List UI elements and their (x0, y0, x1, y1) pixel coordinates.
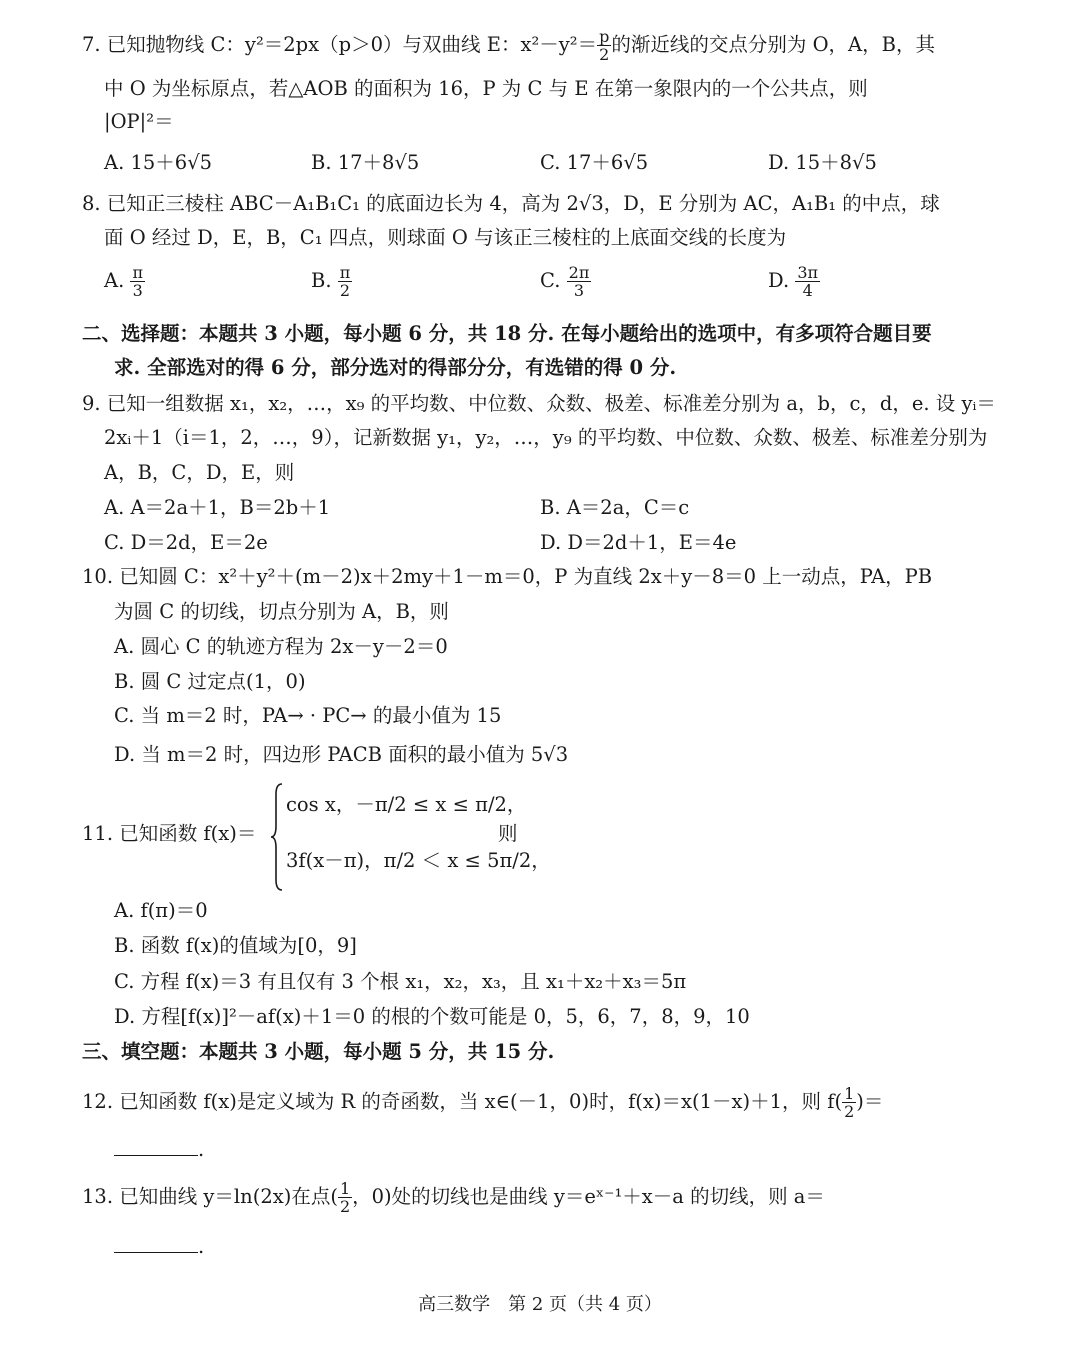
q9-option-c: C. D＝2d，E＝2e (104, 531, 268, 554)
page-footer: 高三数学 第 2 页（共 4 页） (418, 1294, 662, 1315)
q11-option-d: D. 方程[f(x)]²－af(x)＋1＝0 的根的个数可能是 0，5，6，7，8，9，10 (114, 1005, 750, 1028)
q9-line3: A，B，C，D，E，则 (104, 461, 295, 484)
q10-line2: 为圆 C 的切线，切点分别为 A，B，则 (114, 600, 449, 623)
q8-line2: 面 O 经过 D，E，B，C₁ 四点，则球面 O 与该正三棱柱的上底面交线的长度为 (104, 226, 787, 249)
q11-case2: 3f(x－π)，π/2 ＜ x ≤ 5π/2， (286, 849, 551, 872)
q9-line2: 2xᵢ＋1（i＝1，2，…，9），记新数据 y₁，y₂，…，y₉ 的平均数、中位数、众数、极差、标准差分别为 (104, 426, 988, 449)
q12-fraction: $\frac{1}{2}$ (844, 1084, 855, 1121)
q8-line1: 8. 已知正三棱柱 ABC－A₁B₁C₁ 的底面边长为 4，高为 2√3，D，E 分别为 AC，A₁B₁ 的中点，球 (82, 192, 940, 215)
q12-line1: 12. 已知函数 f(x)是定义域为 R 的奇函数，当 x∈(－1，0)时，f(x)＝x(1－x)＋1，则 f( $\frac{1}{2}$ )＝ (82, 1084, 884, 1121)
q8-option-b: B. $\frac{\pi}{2}$ (311, 263, 351, 300)
q7-fraction: $\frac{p}{2}$ (599, 27, 610, 64)
section3-heading: 三、填空题：本题共 3 小题，每小题 5 分，共 15 分. (82, 1040, 555, 1063)
q13-line1: 13. 已知曲线 y＝ln(2x)在点( $\frac{1}{2}$ ，0)处的切线也是曲线 y＝eˣ⁻¹＋x－a 的切线，则 a＝ (82, 1179, 825, 1216)
q9-line1: 9. 已知一组数据 x₁，x₂，…，x₉ 的平均数、中位数、众数、极差、标准差分别为 a，b，c，d，e. 设 yᵢ＝ (82, 392, 996, 415)
q11-case1: cos x，－π/2 ≤ x ≤ π/2， (286, 793, 527, 816)
q11-intro: 11. 已知函数 f(x)＝ (82, 822, 257, 845)
q10-line1: 10. 已知圆 C：x²＋y²＋(m－2)x＋2my＋1－m＝0，P 为直线 2x＋y－8＝0 上一动点，PA，PB (82, 565, 933, 588)
q9-option-a: A. A＝2a＋1，B＝2b＋1 (104, 496, 331, 519)
section2-heading-line2: 求. 全部选对的得 6 分，部分选对的得部分分，有选错的得 0 分. (114, 356, 677, 379)
q11-option-a: A. f(π)＝0 (114, 899, 208, 922)
q10-option-b: B. 圆 C 过定点(1，0) (114, 670, 306, 693)
q10-option-c: C. 当 m＝2 时，PA→ · PC→ 的最小值为 15 (114, 704, 502, 727)
q11-tail: 则 (498, 822, 518, 845)
q9-option-b: B. A＝2a，C＝c (540, 496, 690, 519)
q7-line3: |OP|²＝ (104, 110, 174, 133)
q7-option-d: D. 15＋8√5 (768, 151, 877, 174)
q7-option-c: C. 17＋6√5 (540, 151, 649, 174)
q7-option-a: A. 15＋6√5 (104, 151, 213, 174)
q11-option-c: C. 方程 f(x)＝3 有且仅有 3 个根 x₁，x₂，x₃，且 x₁＋x₂＋x₃＝5π (114, 970, 687, 993)
q7-line1: 7. 已知抛物线 C：y²＝2px（p＞0）与双曲线 E：x²－y²＝ $\frac{p}{2}$ 的渐近线的交点分别为 O，A，B，其 (82, 27, 935, 64)
q8-option-d: D. $\frac{3\pi}{4}$ (768, 263, 819, 300)
q10-option-d: D. 当 m＝2 时，四边形 PACB 面积的最小值为 5√3 (114, 743, 569, 766)
piecewise-brace-icon (270, 782, 284, 892)
q7-option-b: B. 17＋8√5 (311, 151, 420, 174)
q8-option-c: C. $\frac{2\pi}{3}$ (540, 263, 590, 300)
section2-heading-line1: 二、选择题：本题共 3 小题，每小题 6 分，共 18 分. 在每小题给出的选项中，有多项符合题目要 (82, 322, 932, 345)
q8-option-a: A. $\frac{\pi}{3}$ (104, 263, 143, 300)
q12-answer-blank[interactable]: . (114, 1136, 204, 1164)
q11-option-b: B. 函数 f(x)的值域为[0，9] (114, 934, 357, 957)
q7-line2: 中 O 为坐标原点，若△AOB 的面积为 16，P 为 C 与 E 在第一象限内的一个公共点，则 (104, 77, 868, 100)
q13-fraction: $\frac{1}{2}$ (339, 1179, 351, 1216)
q9-option-d: D. D＝2d＋1，E＝4e (540, 531, 737, 554)
q13-answer-blank[interactable]: . (114, 1233, 204, 1261)
q10-option-a: A. 圆心 C 的轨迹方程为 2x－y－2＝0 (114, 635, 448, 658)
